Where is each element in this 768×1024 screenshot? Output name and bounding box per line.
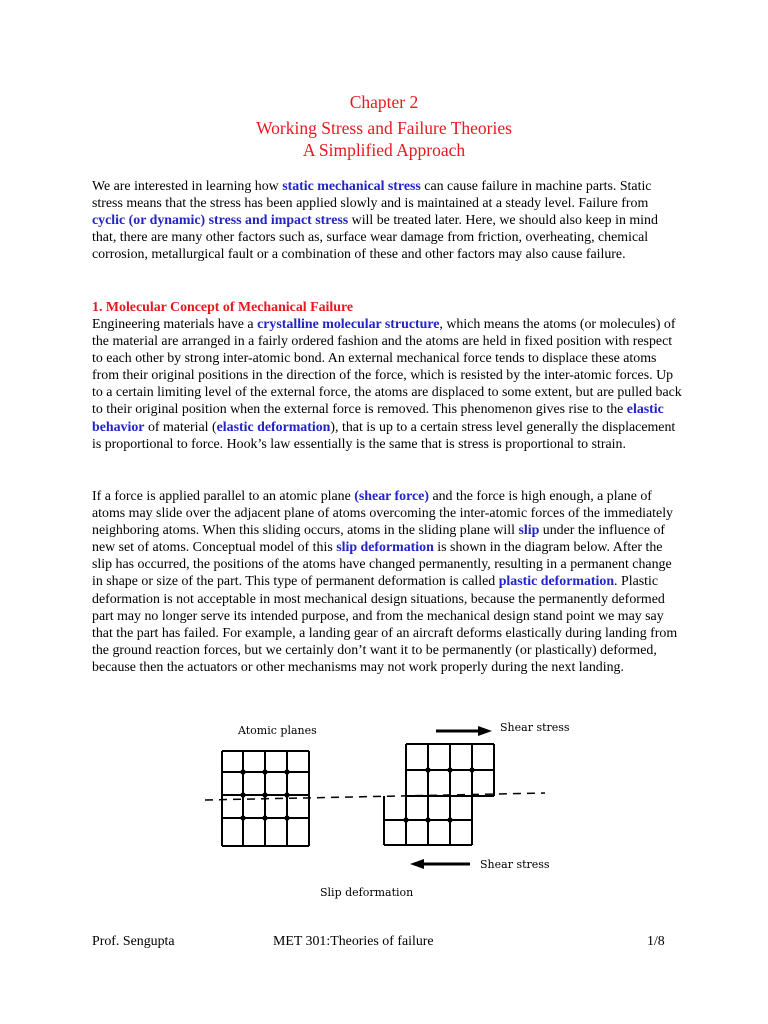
highlight-slip: slip <box>518 523 540 539</box>
p2-text-5: . Plastic deformation is not acceptable in most mechanical design situations, because the permanently deformed part may no longer serve its intended purpose, and from the mechanical design stand point we may say that the part has failed. For example, a landing gear of an aircraft deforms elastically during landing from the ground reaction forces, but we certainly don’t want it to be permanently (or plastically) deformed, because then the actuators or other mechanisms may not work properly during the next landing. <box>92 574 678 675</box>
p1-text-1: Engineering materials have a <box>92 317 258 332</box>
footer-course: MET 301:Theories of failure <box>273 934 434 949</box>
footer-author: Prof. Sengupta <box>92 934 175 949</box>
p2-text-2: and the force is high enough, a plane of atoms may slide over the adjacent plane of atoms overcoming the inter-atomic forces of the immediately neighboring atoms. When this sliding occurs, atoms in the sliding plane will <box>92 489 673 539</box>
chapter-label: Chapter 2 <box>349 92 419 112</box>
highlight-elastic-deformation: elastic deformation <box>216 419 331 435</box>
highlight-slip-deformation: slip deformation <box>336 540 434 556</box>
p1-text-4: ), that is up to a certain stress level generally the displacement is proportional to force. Hook’s law essentially is the same that is stress is proportional to strain. <box>92 419 676 452</box>
title-line-2: A Simplified Approach <box>302 140 466 160</box>
shear-arrow-bottom <box>410 859 470 869</box>
label-atomic-planes: Atomic planes <box>238 724 317 737</box>
intro-text-3: will be treated later. Here, we should also keep in mind that, there are many other factors such as, surface wear damage from friction, overheating, chemical corrosion, metallurgical fault or a combination of these and other factors may also cause failure. <box>92 213 658 263</box>
highlight-plastic-deformation: plastic deformation <box>498 574 615 590</box>
intro-text-1: We are interested in learning how <box>92 179 283 194</box>
p1-text-2: , which means the atoms (or molecules) of the material are arranged in a fairly ordered fashion and the atoms are held in fixed position with respect to each other by strong inter-atomic bond. An external mechanical force tends to displace these atoms from their original positions in the direction of the force, which is resisted by the inter-atomic forces. Up to a certain limiting level of the external force, the atoms are displaced to some extent, but are pulled back to their original position when the external force is removed. This phenomenon gives rise to the <box>92 317 682 418</box>
slip-deformation-diagram <box>0 715 768 905</box>
p1-text-3: of material ( <box>144 419 217 435</box>
highlight-crystalline-structure: crystalline molecular structure <box>257 317 440 332</box>
highlight-shear-force: (shear force) <box>354 489 429 504</box>
intro-paragraph <box>92 178 682 263</box>
label-shear-stress-top: Shear stress <box>500 721 570 734</box>
section-1-paragraph-1 <box>92 316 682 453</box>
highlight-elastic-behavior: elastic behavior <box>92 402 664 435</box>
section-1-paragraph-2 <box>92 488 682 676</box>
p2-text-4: is shown in the diagram below. After the slip has occurred, the positions of the atoms have changed permanently, resulting in a permanent change in shape or size of the part. This type of permanent deformation is called <box>92 540 672 590</box>
title-line-1: Working Stress and Failure Theories <box>256 118 512 138</box>
diagram-caption: Slip deformation <box>320 886 414 899</box>
p2-text-1: If a force is applied parallel to an atomic plane <box>92 489 355 504</box>
footer-page-number: 1/8 <box>647 934 665 949</box>
label-shear-stress-bottom: Shear stress <box>480 858 550 871</box>
shear-arrow-top <box>436 726 492 736</box>
section-1-heading: 1. Molecular Concept of Mechanical Failure <box>92 300 354 315</box>
p2-text-3: under the influence of new set of atoms. Conceptual model of this <box>92 523 666 556</box>
highlight-cyclic-stress: cyclic (or dynamic) stress and impact stress <box>92 213 349 229</box>
intro-text-2: can cause failure in machine parts. Static stress means that the stress has been applied slowly and is maintained at a steady level. Failure from <box>92 179 652 212</box>
highlight-static-stress: static mechanical stress <box>282 179 421 194</box>
